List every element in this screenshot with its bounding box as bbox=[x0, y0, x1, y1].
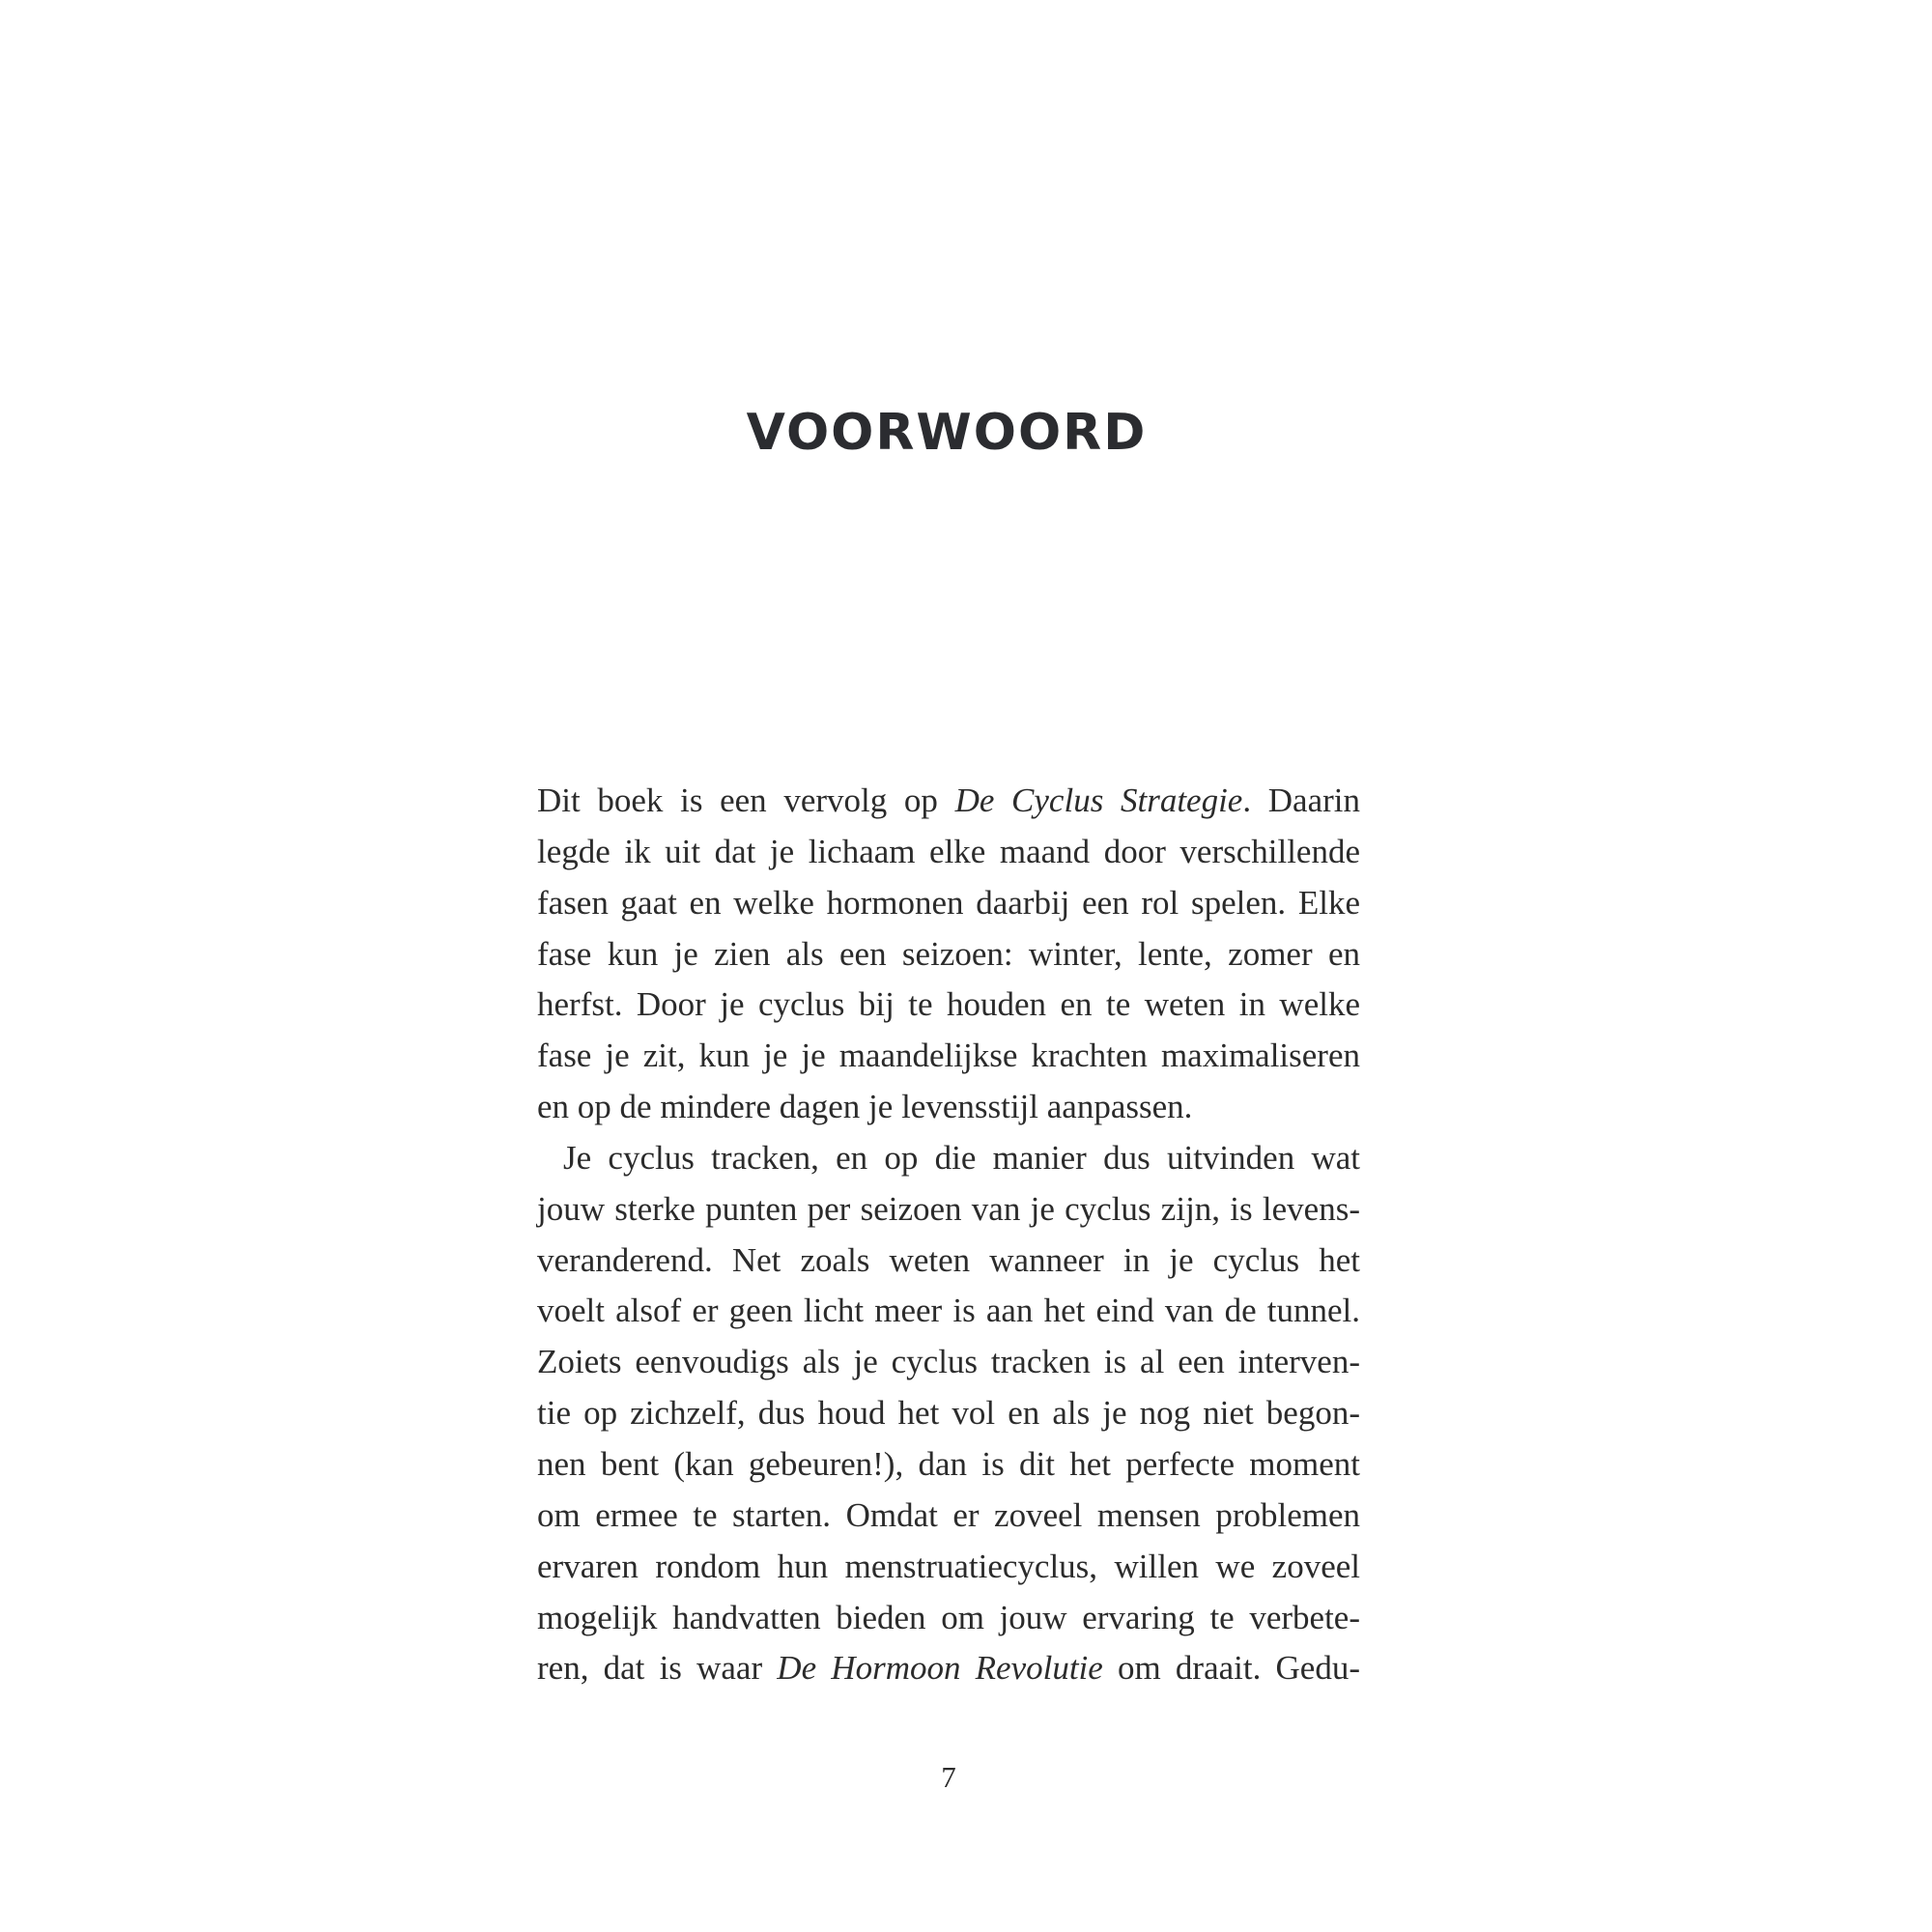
text-line: veranderend. Net zoals weten wanneer in je cyclus het bbox=[537, 1240, 1360, 1279]
chapter-title: VOORWOORD bbox=[746, 404, 1148, 462]
text-line: mogelijk handvatten bieden om jouw ervaring te verbete- bbox=[537, 1598, 1360, 1636]
text-line: fasen gaat en welke hormonen daarbij een rol spelen. Elke bbox=[537, 883, 1360, 922]
text-line: fase kun je zien als een seizoen: winter, lente, zomer en bbox=[537, 934, 1360, 973]
book-title-reference: De Cyclus Strategie bbox=[954, 781, 1243, 819]
text-line: tie op zichzelf, dus houd het vol en als je nog niet begon- bbox=[537, 1394, 1360, 1433]
book-title-reference: De Hormoon Revolutie bbox=[777, 1649, 1103, 1688]
paragraph-1 bbox=[537, 776, 1360, 1133]
text-line: om ermee te starten. Omdat er zoveel mensen problemen bbox=[537, 1495, 1360, 1534]
text-line: Zoiets eenvoudigs als je cyclus tracken is al een interven- bbox=[537, 1343, 1360, 1381]
text-line: en op de mindere dagen je levensstijl aanpassen. bbox=[537, 1088, 1193, 1126]
text-line: Dit boek is een vervolg op De Cyclus Strategie. Daarin bbox=[537, 781, 1360, 819]
text-line: voelt alsof er geen licht meer is aan het eind van de tunnel. bbox=[537, 1292, 1360, 1330]
text-line: nen bent (kan gebeuren!), dan is dit het perfecte moment bbox=[537, 1444, 1360, 1483]
text-line: jouw sterke punten per seizoen van je cyclus zijn, is levens- bbox=[537, 1189, 1360, 1228]
text-line: Je cyclus tracken, en op die manier dus uitvinden wat bbox=[563, 1138, 1360, 1177]
text-line: herfst. Door je cyclus bij te houden en te weten in welke bbox=[537, 985, 1360, 1024]
paragraph-2 bbox=[537, 1133, 1360, 1694]
text-line: ervaren rondom hun menstruatiecyclus, willen we zoveel bbox=[537, 1547, 1360, 1585]
text-line: ren, dat is waar De Hormoon Revolutie om draait. Gedu- bbox=[537, 1649, 1360, 1688]
body-text bbox=[537, 776, 1360, 1694]
page-number: 7 bbox=[941, 1760, 956, 1794]
text-line: legde ik uit dat je lichaam elke maand door verschillende bbox=[537, 832, 1360, 870]
text-line: fase je zit, kun je je maandelijkse krachten maximaliseren bbox=[537, 1037, 1360, 1075]
